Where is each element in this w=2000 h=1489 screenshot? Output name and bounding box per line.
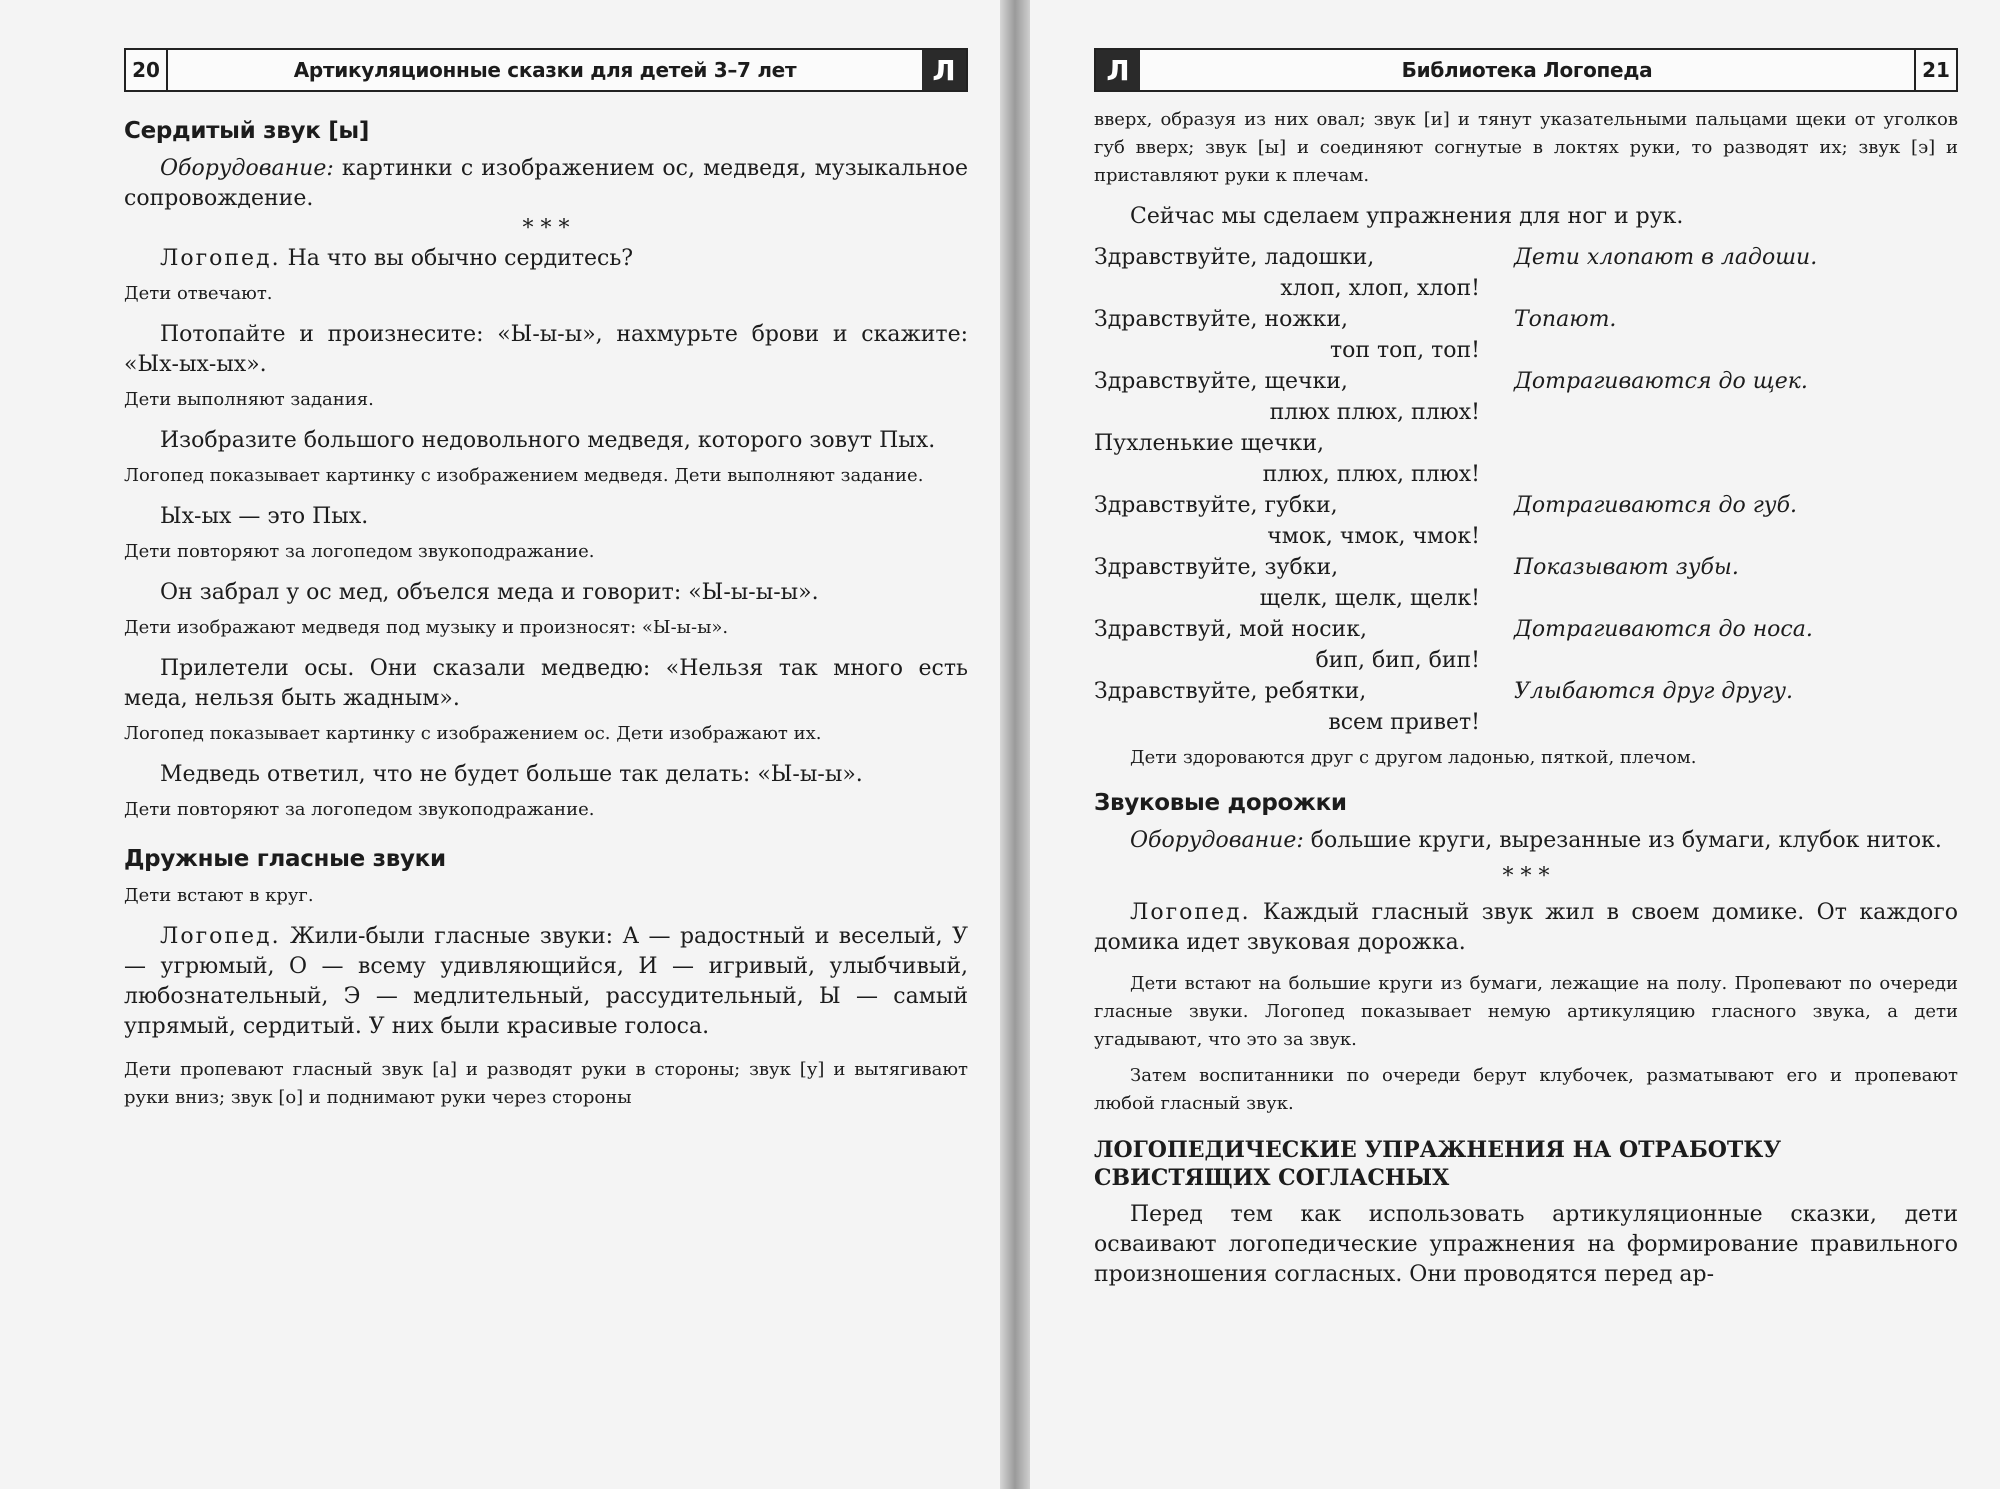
paragraph: Потопайте и произнесите: «Ы-ы-ы», нахмурьте брови и скажите: «Ых-ых-ых». [124, 322, 968, 377]
paragraph: Ых-ых — это Пых. [160, 504, 369, 529]
verse-line: Здравствуйте, ножки, [1094, 307, 1349, 332]
running-title: Библиотека Логопеда [1401, 58, 1653, 82]
speaker: Логопед. [1130, 900, 1251, 925]
stage-note: Логопед показывает картинку с изображением ос. Дети изображают их. [124, 723, 822, 744]
stage-note: Затем воспитанники по очереди берут клубочек, разматывают его и пропевают любой гласный звук. [1094, 1065, 1958, 1114]
section-title: Сердитый звук [ы] [124, 118, 370, 144]
section-title: Дружные гласные звуки [124, 846, 446, 872]
section-title: ЛОГОПЕДИЧЕСКИЕ УПРАЖНЕНИЯ НА ОТРАБОТКУ СВИСТЯЩИХ СОГЛАСНЫХ [1094, 1137, 1782, 1191]
verse-action: Улыбаются друг другу. [1514, 679, 1794, 704]
verse-line: Пухленькие щечки, [1094, 431, 1325, 456]
speech-text: Жили-были гласные звуки: А — радостный и веселый, У — угрюмый, О — всему удивляющийся, И — игривый, улыбчивый, любознательный, Э — медлительный, рассудительный, Ы — самый упрямый, сердитый. У них были красивые голоса. [124, 924, 968, 1039]
equipment-label: Оборудование: [1130, 828, 1304, 853]
right-page-header [1094, 48, 1958, 92]
book-gutter [1000, 0, 1030, 1489]
paragraph: Сейчас мы сделаем упражнения для ног и рук. [1130, 204, 1684, 229]
stage-note: Дети повторяют за логопедом звукоподражание. [124, 799, 595, 820]
page-number: 20 [126, 50, 168, 90]
verse-line: топ топ, топ! [1329, 338, 1480, 363]
verse-action: Показывают зубы. [1514, 555, 1739, 580]
verse-line: Здравствуйте, ладошки, [1094, 245, 1375, 270]
verse-action: Дотрагиваются до губ. [1514, 493, 1797, 518]
logo-icon: Л [1096, 50, 1140, 90]
paragraph [124, 922, 968, 1042]
verse-action [1514, 428, 1958, 459]
verse-line: Здравствуй, мой носик, [1094, 617, 1367, 642]
verse-line: бип, бип, бип! [1315, 648, 1480, 673]
running-title: Артикуляционные сказки для детей 3–7 лет [293, 58, 797, 82]
verse-action: Дети хлопают в ладоши. [1514, 245, 1818, 270]
speaker: Логопед. [160, 924, 281, 949]
verse-line: Здравствуйте, зубки, [1094, 555, 1339, 580]
section-divider: * * * [1502, 864, 1550, 889]
verse-action: Топают. [1514, 307, 1617, 332]
logo-icon: Л [922, 50, 966, 90]
stage-note: Дети встают на большие круги из бумаги, лежащие на полу. Пропевают по очереди гласные звуки. Логопед показывает немую артикуляцию гласного звука, а дети угадывают, что это за звук. [1094, 973, 1958, 1050]
verse-line: чмок, чмок, чмок! [1267, 524, 1480, 549]
verse-line: Здравствуйте, щечки, [1094, 369, 1348, 394]
equipment-text: большие круги, вырезанные из бумаги, клубок ниток. [1303, 828, 1942, 853]
speech-text: Каждый гласный звук жил в своем домике. От каждого домика идет звуковая дорожка. [1094, 900, 1958, 955]
stage-note: Дети встают в круг. [124, 885, 314, 906]
paragraph: Перед тем как использовать артикуляционные сказки, дети осваивают логопедические упражнения на формирование правильного произношения согласных. Они проводятся перед ар- [1094, 1202, 1958, 1287]
stage-note: Дети отвечают. [124, 283, 273, 304]
verse-line: Здравствуйте, ребятки, [1094, 679, 1367, 704]
equipment-paragraph [124, 154, 968, 214]
stage-note: Дети изображают медведя под музыку и произносят: «Ы-ы-ы». [124, 617, 729, 638]
equipment-label: Оборудование: [160, 156, 334, 181]
paragraph: Прилетели осы. Они сказали медведю: «Нельзя так много есть меда, нельзя быть жадным». [124, 656, 968, 711]
page-number: 21 [1914, 50, 1956, 90]
stage-note: Логопед показывает картинку с изображением медведя. Дети выполняют задание. [124, 465, 924, 486]
equipment-paragraph [1094, 826, 1958, 856]
stage-note: Дети здороваются друг с другом ладонью, пяткой, плечом. [1130, 747, 1697, 768]
right-page [1030, 0, 2000, 1489]
verse-line: щелк, щелк, щелк! [1259, 586, 1480, 611]
left-page-header [124, 48, 968, 92]
paragraph: Он забрал у ос мед, объелся меда и говорит: «Ы-ы-ы-ы». [160, 580, 819, 605]
paragraph: Медведь ответил, что не будет больше так делать: «Ы-ы-ы». [160, 762, 863, 787]
speaker: Логопед. [160, 246, 281, 271]
verse-line: хлоп, хлоп, хлоп! [1280, 276, 1480, 301]
verse-line: всем привет! [1328, 710, 1480, 735]
section-title: Звуковые дорожки [1094, 790, 1347, 816]
verse-line: плюх, плюх, плюх! [1262, 462, 1480, 487]
greeting-verse [1094, 242, 1958, 738]
verse-action: Дотрагиваются до щек. [1514, 369, 1808, 394]
stage-note: вверх, образуя из них овал; звук [и] и тянут указательными пальцами щеки от уголков губ вверх; звук [ы] и соединяют согнутые в локтях руки, то разводят их; звук [э] и приставляют руки к плечам. [1094, 109, 1958, 186]
stage-note: Дети повторяют за логопедом звукоподражание. [124, 541, 595, 562]
verse-action: Дотрагиваются до носа. [1514, 617, 1813, 642]
stage-note: Дети выполняют задания. [124, 389, 374, 410]
paragraph: Изобразите большого недовольного медведя, которого зовут Пых. [160, 428, 936, 453]
verse-line: плюх плюх, плюх! [1269, 400, 1480, 425]
equipment-text: картинки с изображением ос, медведя, музыкальное сопровождение. [124, 156, 968, 211]
verse-line: Здравствуйте, губки, [1094, 493, 1338, 518]
paragraph [124, 244, 968, 274]
speech-text: На что вы обычно сердитесь? [280, 246, 634, 271]
paragraph [1094, 898, 1958, 958]
section-divider: * * * [522, 216, 570, 241]
stage-note: Дети пропевают гласный звук [а] и разводят руки в стороны; звук [у] и вытягивают руки вниз; звук [о] и поднимают руки через стороны [124, 1059, 968, 1108]
